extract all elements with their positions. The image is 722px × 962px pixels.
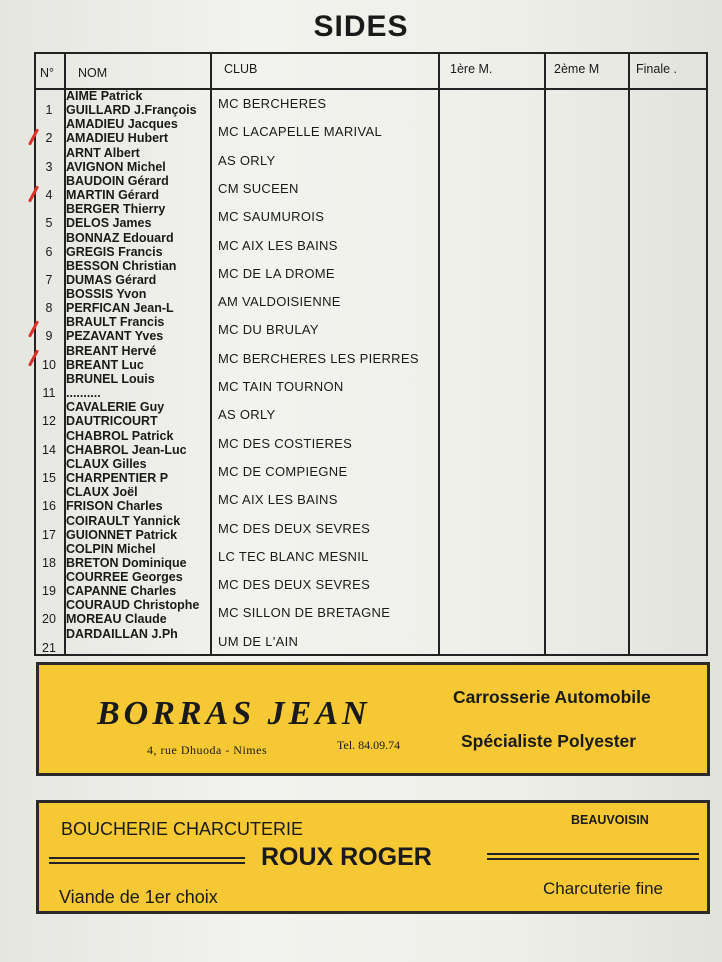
table-row bbox=[34, 428, 434, 456]
passenger-name: AVIGNON Michel bbox=[66, 159, 166, 174]
pilot-name: ARNT Albert bbox=[66, 145, 140, 160]
entry-number: 1 bbox=[45, 103, 53, 117]
table-row bbox=[34, 201, 434, 229]
pilot-name: BESSON Christian bbox=[66, 258, 177, 273]
pilot-name: BRUNEL Louis bbox=[66, 372, 155, 386]
entry-number: 6 bbox=[45, 244, 53, 259]
advert-tagline-left: Viande de 1er choix bbox=[59, 887, 218, 907]
pilot-name: DARDAILLAN J.Ph bbox=[66, 626, 178, 641]
entry-number: 3 bbox=[45, 159, 53, 174]
club-name: AM VALDOISIENNE bbox=[218, 294, 341, 310]
entry-number: 14 bbox=[42, 442, 56, 457]
table-row bbox=[34, 286, 434, 314]
passenger-name: FRISON Charles bbox=[66, 499, 163, 514]
entry-number: 19 bbox=[42, 584, 56, 599]
table-row bbox=[34, 626, 434, 654]
entry-number: 15 bbox=[42, 470, 56, 485]
club-name: MC SILLON DE BRETAGNE bbox=[218, 605, 391, 621]
club-name: UM DE L'AIN bbox=[218, 633, 299, 649]
advert-borras-jean bbox=[36, 662, 710, 776]
passenger-name: DELOS James bbox=[66, 216, 152, 231]
passenger-name: DUMAS Gérard bbox=[66, 272, 157, 287]
table-row bbox=[34, 88, 434, 116]
pilot-name: AIME Patrick bbox=[66, 89, 143, 103]
table-row bbox=[34, 399, 434, 427]
header-nom: NOM bbox=[78, 66, 108, 80]
table-row bbox=[34, 173, 434, 201]
pilot-name: BERGER Thierry bbox=[66, 202, 166, 217]
entry-number: 10 bbox=[42, 357, 56, 372]
club-name: MC DE COMPIEGNE bbox=[218, 463, 348, 479]
advert-business-name: ROUX ROGER bbox=[261, 843, 432, 871]
club-name: MC BERCHERES LES PIERRES bbox=[218, 350, 419, 366]
entry-number: 7 bbox=[45, 272, 53, 287]
passenger-name: .......... bbox=[66, 386, 101, 400]
club-name: MC AIX LES BAINS bbox=[218, 492, 338, 508]
passenger-name: CHARPENTIER P bbox=[66, 470, 169, 485]
pilot-name: COURAUD Christophe bbox=[66, 598, 200, 613]
advert-phone: Tel. 84.09.74 bbox=[337, 738, 401, 752]
club-name: MC AIX LES BAINS bbox=[218, 237, 338, 253]
club-name: MC DES DEUX SEVRES bbox=[218, 577, 371, 593]
pilot-name: BRAULT Francis bbox=[66, 315, 165, 330]
header-final: Finale . bbox=[636, 62, 677, 76]
table-row bbox=[34, 258, 434, 286]
entry-number: 9 bbox=[45, 329, 53, 344]
table-row bbox=[34, 484, 434, 512]
pilot-name: COURREE Georges bbox=[66, 570, 183, 585]
pilot-name: CLAUX Gilles bbox=[66, 456, 147, 471]
advert-trade: BOUCHERIE CHARCUTERIE bbox=[61, 819, 304, 839]
passenger-name: MOREAU Claude bbox=[66, 612, 167, 627]
pilot-name: CHABROL Patrick bbox=[66, 428, 174, 443]
passenger-name: BRETON Dominique bbox=[66, 555, 187, 570]
passenger-name: BREANT Luc bbox=[66, 357, 144, 372]
entry-number: 4 bbox=[45, 187, 53, 202]
club-name: CM SUCEEN bbox=[218, 180, 299, 196]
entry-number: 12 bbox=[42, 414, 56, 429]
entry-number: 18 bbox=[42, 555, 56, 570]
table-row bbox=[34, 569, 434, 597]
pilot-name: AMADIEU Jacques bbox=[66, 117, 178, 132]
table-row bbox=[34, 343, 434, 371]
pilot-name: BREANT Hervé bbox=[66, 343, 157, 358]
header-num: N° bbox=[40, 66, 55, 80]
entry-number: 20 bbox=[42, 612, 56, 627]
club-name: MC DU BRULAY bbox=[218, 322, 319, 338]
header-second-heat: 2ème M bbox=[554, 62, 600, 76]
decorative-double-rule bbox=[49, 857, 245, 864]
entry-number: 21 bbox=[42, 640, 56, 655]
club-name: LC TEC BLANC MESNIL bbox=[218, 548, 369, 564]
entry-number: 2 bbox=[45, 131, 53, 146]
table-row bbox=[34, 597, 434, 625]
club-name: AS ORLY bbox=[218, 407, 276, 423]
pilot-name: CLAUX Joël bbox=[66, 485, 138, 500]
passenger-name: GUILLARD J.François bbox=[66, 103, 197, 117]
entry-number: 11 bbox=[42, 386, 56, 400]
passenger-name: GUIONNET Patrick bbox=[66, 527, 178, 542]
advert-specialty-line: Spécialiste Polyester bbox=[461, 731, 637, 751]
entry-number: 8 bbox=[45, 301, 53, 316]
advert-service-line: Carrosserie Automobile bbox=[453, 687, 651, 707]
pilot-name: COLPIN Michel bbox=[66, 541, 156, 556]
table-row bbox=[34, 314, 434, 342]
pilot-name: BOSSIS Yvon bbox=[66, 287, 147, 302]
table-row bbox=[34, 145, 434, 173]
header-club: CLUB bbox=[224, 62, 258, 76]
club-name: MC LACAPELLE MARIVAL bbox=[218, 124, 382, 140]
passenger-name: GREGIS Francis bbox=[66, 244, 163, 259]
column-divider bbox=[544, 54, 546, 654]
pilot-name: BAUDOIN Gérard bbox=[66, 173, 169, 188]
advert-business-name: BORRAS JEAN bbox=[97, 695, 371, 732]
club-name: MC BERCHERES bbox=[218, 96, 327, 111]
entry-number: 5 bbox=[45, 216, 53, 231]
table-row bbox=[34, 371, 434, 399]
column-divider bbox=[438, 54, 440, 654]
advert-tagline-right: Charcuterie fine bbox=[543, 879, 664, 898]
club-name: MC TAIN TOURNON bbox=[218, 379, 344, 394]
advert-town: BEAUVOISIN bbox=[571, 813, 649, 827]
passenger-name: PEZAVANT Yves bbox=[66, 329, 164, 344]
passenger-name: DAUTRICOURT bbox=[66, 414, 158, 429]
pilot-name: BONNAZ Edouard bbox=[66, 230, 174, 245]
page-title: SIDES bbox=[313, 10, 409, 43]
club-name: MC DE LA DROME bbox=[218, 265, 335, 281]
club-name: MC DES DEUX SEVRES bbox=[218, 520, 371, 536]
passenger-name: CAPANNE Charles bbox=[66, 584, 177, 599]
entry-number: 17 bbox=[42, 527, 56, 542]
column-divider bbox=[628, 54, 630, 654]
passenger-name: MARTIN Gérard bbox=[66, 187, 160, 202]
passenger-name: CHABROL Jean-Luc bbox=[66, 442, 187, 457]
advert-roux-roger bbox=[36, 800, 710, 914]
advert-address: 4, rue Dhuoda - Nimes bbox=[147, 743, 268, 757]
decorative-double-rule bbox=[487, 853, 699, 860]
table-row bbox=[34, 230, 434, 258]
club-name: AS ORLY bbox=[218, 152, 276, 168]
passenger-name: PERFICAN Jean-L bbox=[66, 301, 174, 316]
table-row bbox=[34, 116, 434, 144]
header-first-heat: 1ère M. bbox=[450, 62, 493, 76]
table-row bbox=[34, 456, 434, 484]
table-row bbox=[34, 513, 434, 541]
table-row bbox=[34, 541, 434, 569]
pilot-name: COIRAULT Yannick bbox=[66, 513, 181, 528]
club-name: MC SAUMUROIS bbox=[218, 209, 325, 225]
passenger-name: AMADIEU Hubert bbox=[66, 131, 169, 146]
pilot-name: CAVALERIE Guy bbox=[66, 400, 165, 415]
club-name: MC DES COSTIERES bbox=[218, 435, 353, 451]
entry-number: 16 bbox=[42, 499, 56, 514]
